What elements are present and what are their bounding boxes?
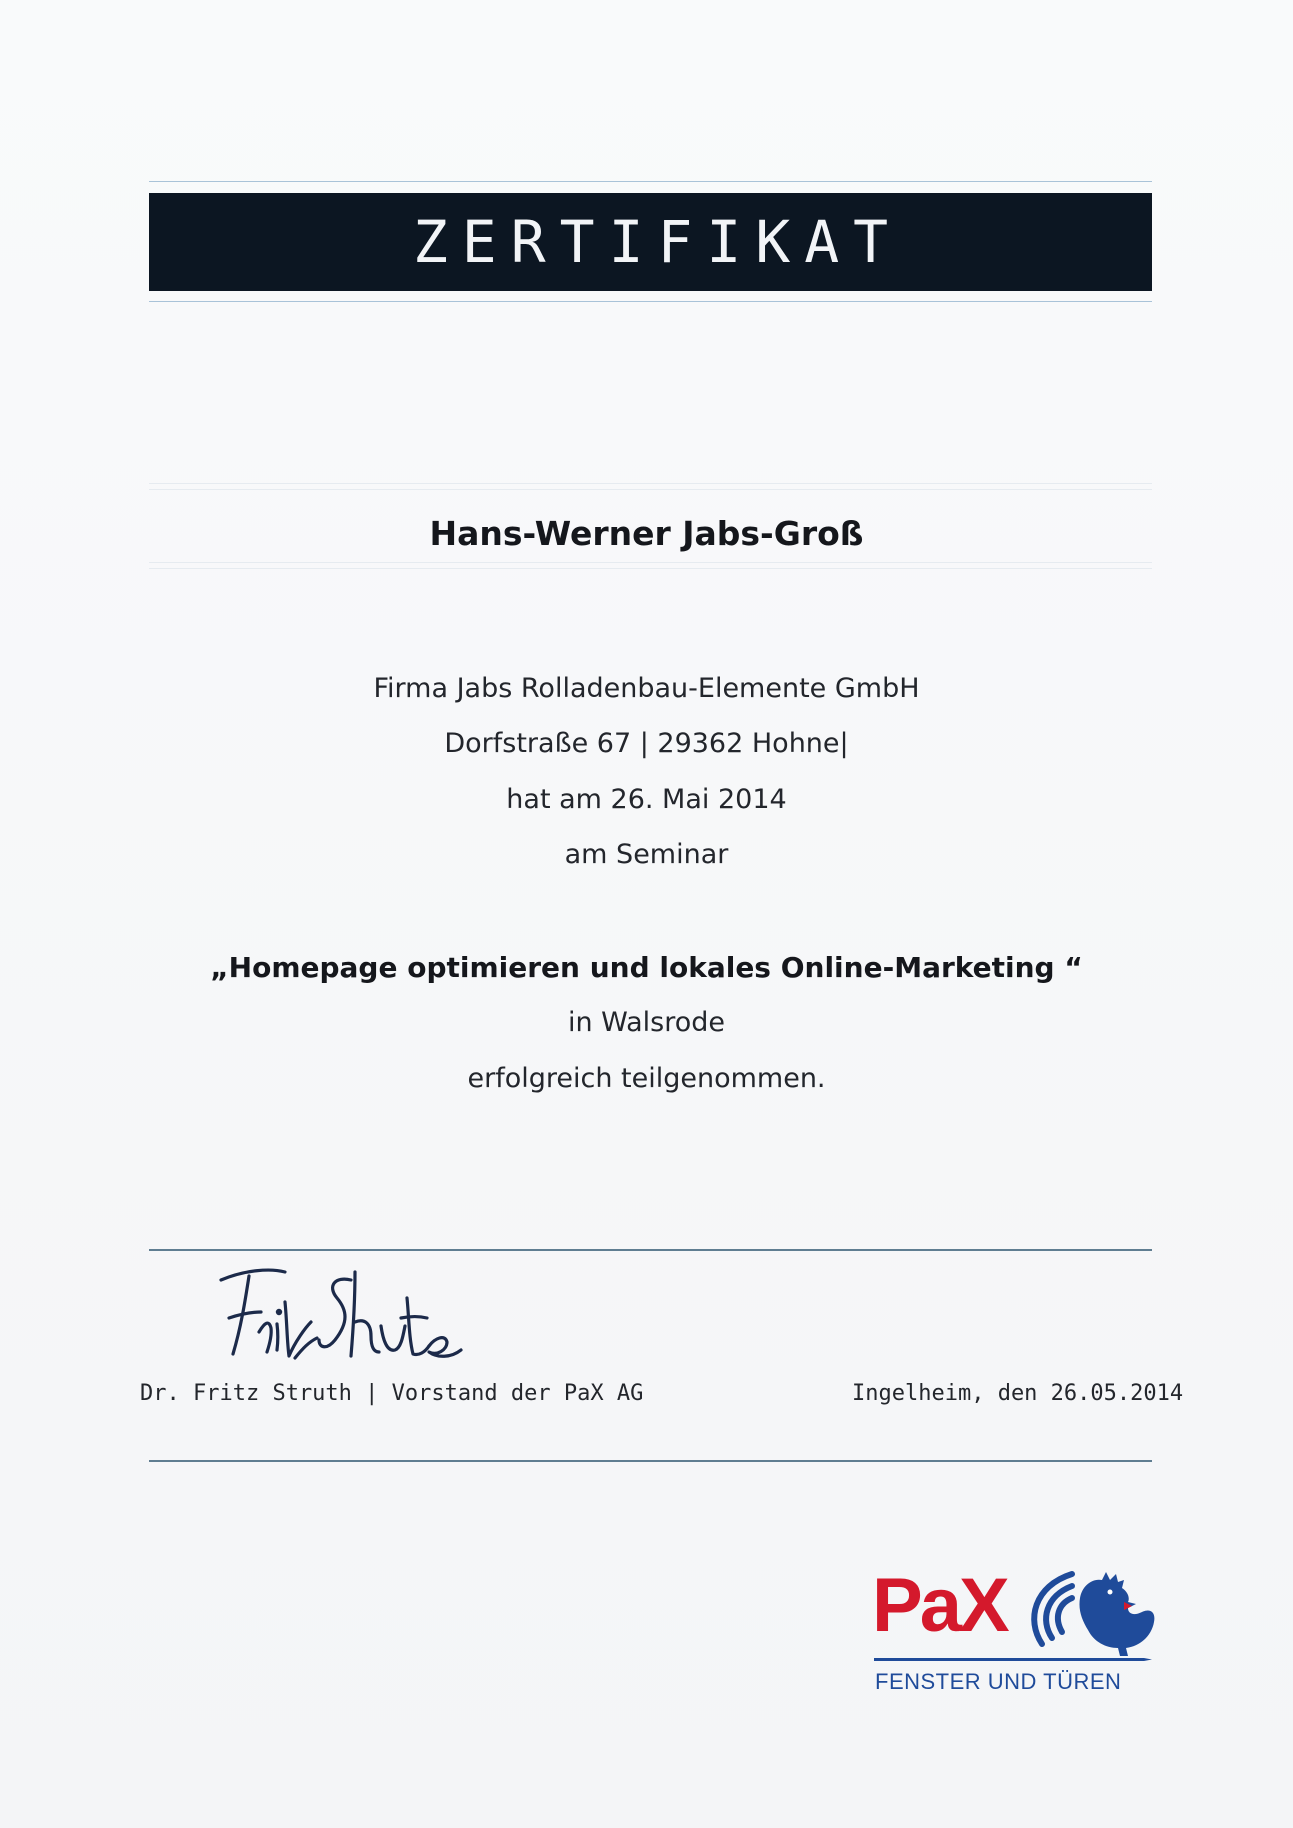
seminar-intro: am Seminar xyxy=(564,839,729,870)
seminar-title: „Homepage optimieren und lokales Online-Marketing “ xyxy=(210,951,1083,984)
company-name: Firma Jabs Rolladenbau-Elemente GmbH xyxy=(373,673,920,704)
signer-name: Dr. Fritz Struth | Vorstand der PaX AG xyxy=(140,1381,644,1406)
header-top-rule xyxy=(149,181,1152,182)
faint-line xyxy=(149,489,1152,490)
logo-underline xyxy=(874,1658,1152,1661)
title-bar xyxy=(149,193,1152,291)
handwritten-signature xyxy=(215,1262,465,1372)
seminar-location: in Walsrode xyxy=(567,1007,726,1038)
header-bottom-rule xyxy=(149,301,1152,302)
pax-wordmark-x: X xyxy=(958,1563,1007,1648)
faint-line xyxy=(149,483,1152,484)
logo-tagline: FENSTER UND TÜREN xyxy=(875,1669,1122,1694)
completion-statement: erfolgreich teilgenommen. xyxy=(467,1063,826,1094)
recipient-name: Hans-Werner Jabs-Groß xyxy=(429,514,864,553)
company-address: Dorfstraße 67 | 29362 Hohne| xyxy=(444,728,849,759)
faint-line xyxy=(149,568,1152,569)
pax-wordmark-pa: Pa xyxy=(872,1563,959,1648)
pax-logo xyxy=(872,1563,1162,1698)
attendance-date: hat am 26. Mai 2014 xyxy=(506,784,787,815)
place-and-date: Ingelheim, den 26.05.2014 xyxy=(852,1381,1184,1406)
pax-wordmark xyxy=(872,1563,1007,1648)
signature-top-rule xyxy=(149,1249,1152,1251)
certificate-title: ZERTIFIKAT xyxy=(412,208,903,276)
faint-line xyxy=(149,562,1152,563)
rooster-icon xyxy=(1024,1568,1164,1658)
signature-bottom-rule xyxy=(149,1460,1152,1462)
